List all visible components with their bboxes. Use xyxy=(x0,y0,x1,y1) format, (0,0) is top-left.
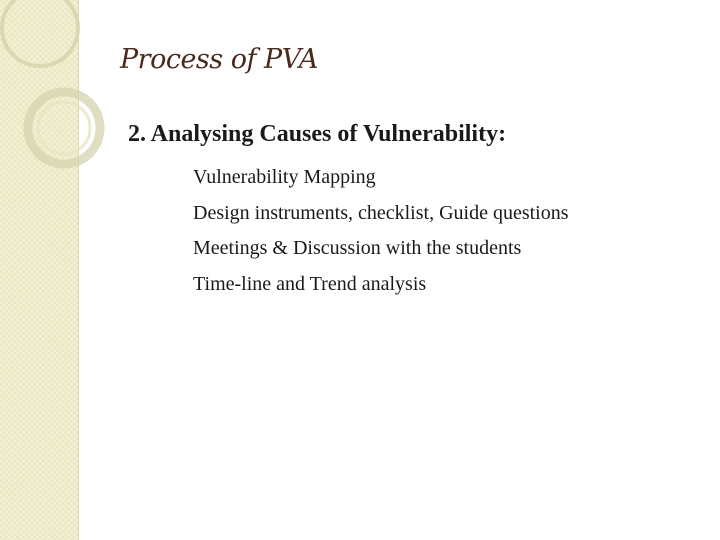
bullet-item: Design instruments, checklist, Guide questions xyxy=(193,201,569,224)
decorative-ring-inner xyxy=(38,102,90,154)
bullet-item: Time-line and Trend analysis xyxy=(193,272,427,295)
decorative-rings xyxy=(0,0,140,200)
bullet-list xyxy=(193,162,569,304)
decorative-ring-large xyxy=(2,0,78,66)
bullet-item: Vulnerability Mapping xyxy=(193,166,376,188)
slide-title: Process of PVA xyxy=(120,44,318,75)
section-heading: 2. Analysing Causes of Vulnerability: xyxy=(128,121,507,147)
bullet-item: Meetings & Discussion with the students xyxy=(193,237,522,259)
